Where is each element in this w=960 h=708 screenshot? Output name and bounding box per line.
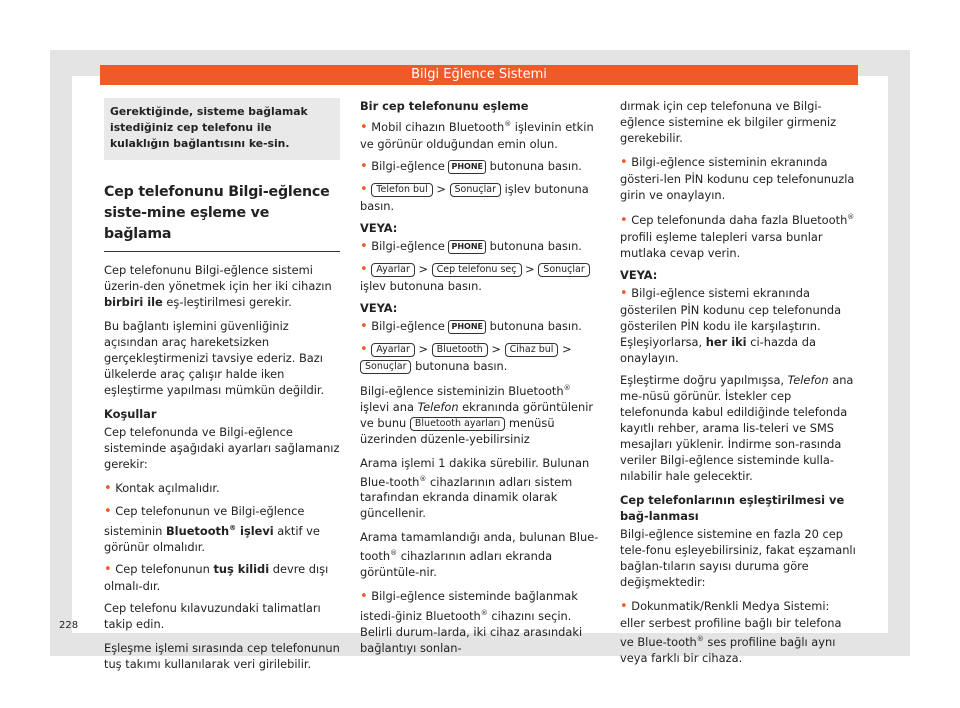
paragraph: dırmak için cep telefonuna ve Bilgi-eğlence sistemine ek bilgiler girmeniz gerekebilir. xyxy=(620,99,837,145)
key-bluetooth-ayarlari: Bluetooth ayarları xyxy=(410,417,505,431)
paragraph: Bilgi-eğlence sisteminizin Bluetooth® işlevi ana Telefon ekranında görüntülenir ve bunu Bluetooth ayarları menüsü üzerinden düzenle-yebilirsiniz xyxy=(360,383,594,446)
key-ayarlar: Ayarlar xyxy=(371,263,415,277)
phone-button-icon: PHONE xyxy=(448,320,486,334)
bullet-item: • Cep telefonunda daha fazla Bluetooth® profili eşleme talepleri varsa bunlar mutlaka cevap verin. xyxy=(620,212,855,260)
key-sonuclar: Sonuçlar xyxy=(450,183,501,197)
bullet-dot-icon: • xyxy=(360,181,368,197)
bullet-dot-icon: • xyxy=(360,261,368,277)
bullet-dot-icon: • xyxy=(360,238,368,254)
bullet-dot-icon: • xyxy=(620,598,628,614)
paragraph: Eşleşme işlemi sırasında cep telefonunun tuş takımı kullanılarak veri girilebilir. xyxy=(104,640,340,671)
subsection-title: Cep telefonlarının eşleştirilmesi ve bağ-lanması xyxy=(620,492,845,523)
key-telefon-bul: Telefon bul xyxy=(371,183,432,197)
bullet-item: • Telefon bul > Sonuçlar işlev butonuna basın. xyxy=(360,181,589,213)
bullet-dot-icon: • xyxy=(620,212,628,228)
key-cep-telefonu-sec: Cep telefonu seç xyxy=(432,263,522,277)
section-header: Bilgi Eğlence Sistemi xyxy=(100,65,858,85)
paragraph: Arama işlemi 1 dakika sürebilir. Bulunan Blue-tooth® cihazlarının adları sistem tarafından ekranda dinamik olarak güncellenir. xyxy=(360,455,590,521)
bullet-item: • Dokunmatik/Renkli Medya Sistemi: eller serbest profiline bağlı bir telefona ve Blue-tooth® ses profiline bağlı aynı veya farklı bir cihaza. xyxy=(620,598,842,665)
paragraph: Bu bağlantı işlemini güvenliğiniz açısından araç hareketsizken gerçekleştirmenizi tavsiye ederiz. Bazı ülkelerde araç çalışır halde iken eşleştirme yapılması mümkün değildir. xyxy=(104,319,325,397)
intro-box: Gerektiğinde, sisteme bağlamak istediğiniz cep telefonu ile kulaklığın bağlantısını ke-sin. xyxy=(104,98,340,160)
bullet-item: • Ayarlar > Bluetooth > Cihaz bul > Sonuçlar butonuna basın. xyxy=(360,341,572,373)
column-1 xyxy=(104,98,340,680)
key-bluetooth: Bluetooth xyxy=(432,343,488,357)
bullet-dot-icon: • xyxy=(360,341,368,357)
bullet-dot-icon: • xyxy=(360,318,368,334)
paragraph: Eşleştirme doğru yapılmışsa, Telefon ana me-nüsü görünür. İstekler cep telefonunda kabul edildiğinde telefonda kayıtlı rehber, arama lis-teleri ve SMS mesajları yüklenir. İndirme son-rasında veriler Bilgi-eğlence sisteminde kulla-nılabilir hale gelecektir. xyxy=(620,372,854,483)
paragraph: Cep telefonunda ve Bilgi-eğlence sisteminde aşağıdaki ayarları sağlamanız gerekir: xyxy=(104,425,340,471)
bullet-dot-icon: • xyxy=(104,504,112,519)
phone-button-icon: PHONE xyxy=(448,240,486,254)
bullet-item: • Bilgi-eğlence PHONE butonuna basın. xyxy=(360,158,582,174)
bullet-dot-icon: • xyxy=(620,285,628,301)
bullet-item: • Kontak açılmalıdır. xyxy=(104,481,220,496)
bullet-item: • Cep telefonunun ve Bilgi-eğlence sisteminin Bluetooth® işlevi aktif ve görünür olmalıdır. xyxy=(104,504,320,554)
column-2 xyxy=(360,98,600,662)
or-label: VEYA: xyxy=(620,267,658,282)
phone-button-icon: PHONE xyxy=(448,160,486,174)
paragraph: Cep telefonu kılavuzundaki talimatları takip edin. xyxy=(104,600,321,631)
pairing-title: Bir cep telefonunu eşleme xyxy=(360,99,529,113)
bullet-item: • Ayarlar > Cep telefonu seç > Sonuçlar işlev butonuna basın. xyxy=(360,261,600,294)
bullet-item: • Bilgi-eğlence PHONE butonuna basın. xyxy=(360,318,582,334)
section-heading: Cep telefonunu Bilgi-eğlence siste-mine eşleme ve bağlama xyxy=(104,182,340,252)
bullet-dot-icon: • xyxy=(360,119,368,135)
bullet-dot-icon: • xyxy=(360,158,368,174)
bullet-item: • Mobil cihazın Bluetooth® işlevinin etkin ve görünür olduğundan emin olun. xyxy=(360,119,594,151)
column-3 xyxy=(620,98,856,672)
bullet-dot-icon: • xyxy=(620,155,628,170)
paragraph: Arama tamamlandığı anda, bulunan Blue-tooth® cihazlarının adları ekranda görüntüle-nir. xyxy=(360,530,599,580)
bullet-dot-icon: • xyxy=(104,561,112,577)
conditions-title: Koşullar xyxy=(104,407,157,421)
or-label: VEYA: xyxy=(360,300,398,315)
bullet-dot-icon: • xyxy=(360,589,368,605)
key-sonuclar: Sonuçlar xyxy=(538,263,589,277)
key-cihaz-bul: Cihaz bul xyxy=(505,343,559,357)
bullet-item: • Bilgi-eğlence sistemi ekranında gösterilen PİN kodunu cep telefonunda gösterilen PİN kodu ile karşılaştırın. Eşleşiyorlarsa, her iki ci-hazda da onaylayın. xyxy=(620,285,842,365)
bullet-item: • Bilgi-eğlence sisteminde bağlanmak istedi-ğiniz Bluetooth® cihazını seçin. Belirli durum-larda, iki cihaz arasındaki bağlantıyı sonlan- xyxy=(360,589,583,655)
bullet-item: • Bilgi-eğlence PHONE butonuna basın. xyxy=(360,238,582,254)
key-ayarlar: Ayarlar xyxy=(371,343,415,357)
page-number: 228 xyxy=(59,620,79,631)
or-label: VEYA: xyxy=(360,220,398,235)
bullet-item: • Bilgi-eğlence sisteminin ekranında gösteri-len PİN kodunu cep telefonunuzla girin ve onaylayın. xyxy=(620,155,855,202)
paragraph: Cep telefonunu Bilgi-eğlence sistemi üzerin-den yönetmek için her iki cihazın birbiri ile eş-leştirilmesi gerekir. xyxy=(104,263,332,309)
paragraph: Bilgi-eğlence sistemine en fazla 20 cep tele-fonu eşleyebilirsiniz, fakat eşzamanlı bağlan-tıların sayısı duruma göre değişmektedir: xyxy=(620,526,856,589)
bullet-dot-icon: • xyxy=(104,481,112,496)
key-sonuclar: Sonuçlar xyxy=(360,360,411,374)
bullet-item: • Cep telefonunun tuş kilidi devre dışı olmalı-dır. xyxy=(104,561,329,593)
